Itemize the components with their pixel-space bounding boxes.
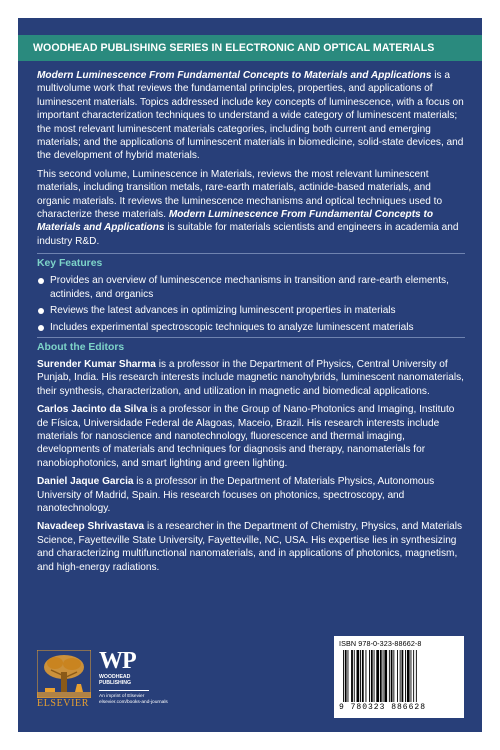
imprint-text — [99, 694, 168, 706]
editor-bio-text: is a professor in the Group of Nano-Photonics and Imaging, Instituto de Física, Universidade Federal de Alagoas, Maceio, Brazil. His research interests include materials for nanoscience and nanotechnology, fluorescence and thermal imaging, developments of materials and techniques for diagnosis and therapy, nanomaterials for nanobiophotonics, and smart lighting and green lighting. — [37, 404, 455, 469]
editor-name: Surender Kumar Sharma — [37, 358, 156, 370]
publisher-logos — [37, 650, 167, 730]
series-title-bar — [18, 35, 482, 61]
barcode-icon — [339, 650, 459, 702]
editor-bio — [37, 358, 465, 398]
divider — [37, 337, 465, 338]
book-title: Modern Luminescence From Fundamental Concepts to Materials and Applications — [37, 209, 433, 234]
editor-name: Navadeep Shrivastava — [37, 521, 145, 533]
elsevier-wordmark: ELSEVIER — [37, 698, 90, 709]
editor-name: Daniel Jaque Garcia — [37, 476, 134, 488]
isbn: ISBN 978-0-323-88662-8 — [339, 639, 422, 648]
wp-name-line: PUBLISHING — [99, 680, 131, 687]
imprint-url: elsevier.com/books-and-journals — [99, 700, 168, 705]
editor-bio-text: is a professor in the Department of Physics, Central University of Punjab, India. His research interests include magnetic nanohybrids, luminescent nanomaterials, their synthesis, characterization, and utilization in magnetic and biomedical applications. — [37, 358, 464, 397]
bullet-icon — [38, 325, 44, 331]
feature-text: Includes experimental spectroscopic techniques to analyze luminescent materials — [50, 321, 414, 333]
volume-text-end: is suitable for materials scientists and engineers in academia and industry R&D. — [37, 222, 459, 247]
feature-text: Provides an overview of luminescence mechanisms in transition and rare-earth elements, actinides, and organics — [50, 275, 449, 300]
volume-text: This second volume, Luminescence in Materials, reviews the most relevant luminescent materials, including transition metals, rare-earth materials, actinide-based materials, and organic materials. It reviews the luminescence mechanisms and optical techniques used to characterize these materials. — [37, 168, 443, 221]
editors-heading: About the Editors — [37, 341, 125, 353]
editor-bio — [37, 403, 465, 470]
barcode-panel — [334, 636, 464, 718]
editor-bio — [37, 520, 465, 574]
intro-paragraph — [37, 69, 465, 163]
key-features-heading: Key Features — [37, 258, 103, 270]
feature-text: Reviews the latest advances in optimizing luminescent properties in materials — [50, 305, 396, 317]
wp-name-line: WOODHEAD — [99, 674, 131, 680]
book-title: Modern Luminescence From Fundamental Concepts to Materials and Applications — [37, 70, 432, 81]
bullet-icon — [38, 308, 44, 314]
imprint-line: An imprint of Elsevier — [99, 694, 145, 699]
divider — [99, 690, 149, 691]
feature-item — [37, 274, 465, 301]
wp-name — [99, 674, 131, 686]
key-features-list — [37, 274, 465, 334]
feature-item — [37, 321, 465, 334]
editor-name: Carlos Jacinto da Silva — [37, 404, 148, 416]
editor-bio-text: is a researcher in the Department of Chemistry, Physics, and Materials Science, Fayetteville State University, Fayetteville, NC, USA. His expertise lies in synthesizing and characterizing multifunctional nanomaterials, and in applications of photonics, magnetism, and high-energy radiations. — [37, 521, 463, 573]
elsevier-tree-icon — [37, 650, 91, 698]
intro-text: is a multivolume work that reviews the fundamental principles, properties, and applications of luminescent materials. Topics addressed include key concepts of luminescence, with a focus on important characterization techniques to understand a wide category of luminescent materials; the most relevant luminescent materials categories, including both current and emerging materials; and the applications of luminescent materials in biomedicine, solid-state devices, and the development of hybrid materials. — [37, 70, 464, 162]
series-title: WOODHEAD PUBLISHING SERIES IN ELECTRONIC AND OPTICAL MATERIALS — [33, 42, 435, 54]
cover-text — [37, 69, 465, 579]
editor-bio-text: is a professor in the Department of Materials Physics, Autonomous University of Madrid, Spain. His research focuses on photonics, spectroscopy, and nanotechnology. — [37, 476, 435, 514]
barcode-number: 9 780323 886628 — [339, 703, 427, 712]
bullet-icon — [38, 278, 44, 284]
feature-item — [37, 304, 465, 317]
volume-paragraph — [37, 168, 465, 248]
wp-logo: WP — [99, 648, 136, 674]
divider — [37, 253, 465, 254]
editor-bio — [37, 475, 465, 515]
